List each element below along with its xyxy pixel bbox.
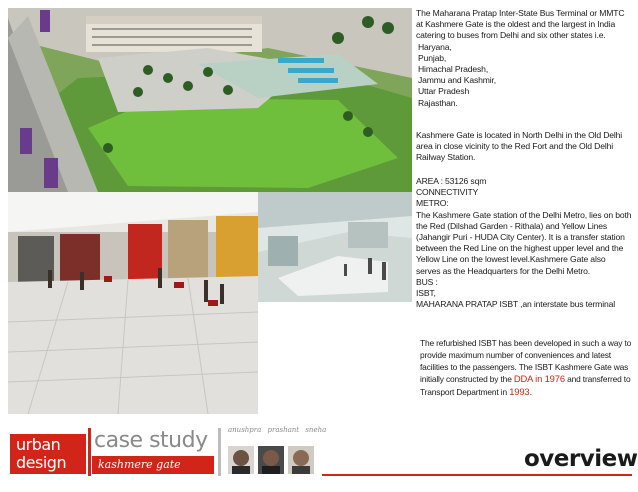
urban-design-logo (10, 434, 86, 474)
location-text: Kashmere Gate is located in North Delhi in the Old Delhi area in close vicinity to the Red Fort and the Old Delhi Railway Station. (416, 130, 623, 163)
state-item: Haryana, (418, 41, 452, 52)
team-photo-2 (258, 446, 284, 474)
overview-heading: overview (524, 446, 638, 472)
connectivity-heading: CONNECTIVITY (416, 187, 479, 198)
divider-gray (218, 428, 221, 476)
states-list (416, 42, 632, 109)
team-names: anushpra prashant sneha (228, 426, 327, 434)
aerial-view-image (8, 8, 412, 192)
isbt-note-text2: and transferred to Transport Department in (420, 374, 631, 398)
area-text: AREA : 53126 sqm (416, 176, 487, 186)
dda-highlight: DDA in 1976 (513, 373, 565, 385)
details-block (416, 176, 632, 310)
state-item: Punjab, (418, 52, 447, 63)
food-court-image (8, 192, 258, 414)
state-item: Rajasthan. (418, 97, 458, 108)
bus-label: BUS : (416, 276, 438, 287)
bottom-divider (322, 474, 632, 476)
state-item: Jammu and Kashmir, (418, 75, 497, 86)
metro-label: METRO: (416, 198, 449, 209)
isbt-label: ISBT, (416, 288, 436, 299)
intro-block (416, 8, 632, 109)
intro-text: The Maharana Pratap Inter-State Bus Terminal or MMTC at Kashmere Gate is the oldest and the largest in India catering to buses from Delhi and six other states i.e. (416, 8, 625, 41)
metro-text: The Kashmere Gate station of the Delhi Metro, lies on both the Red (Dilshad Garden - Rithala) and Yellow Lines (Jahangir Puri - HUDA City Center). It is a transfer station between the Red Line on the highest upper level and the Yellow Line on the lowest level.Kashmere Gate also serves as the Headquarters for the Delhi Metro. (416, 209, 632, 276)
isbt-note (420, 338, 632, 399)
isbt-full-text: MAHARANA PRATAP ISBT ,an interstate bus terminal (416, 299, 615, 310)
divider-red (88, 428, 91, 476)
year-highlight: 1993. (509, 386, 532, 398)
team-photo-3 (288, 446, 314, 474)
state-item: Himachal Pradesh, (418, 64, 489, 75)
case-study-title: case study (94, 428, 208, 453)
kashmere-gate-subtitle: kashmere gate I.S.B.T. (92, 456, 214, 474)
urban-label: urban (16, 435, 61, 454)
concourse-image (258, 192, 412, 302)
state-item: Uttar Pradesh (418, 86, 470, 97)
team-photo-1 (228, 446, 254, 474)
isbt-note-text1: The refurbished ISBT has been developed in such a way to provide maximum number of conveniences and latest facilities to the passengers. The ISBT Kashmere Gate was initially constructed by the (420, 338, 632, 385)
design-label: design (16, 453, 67, 472)
